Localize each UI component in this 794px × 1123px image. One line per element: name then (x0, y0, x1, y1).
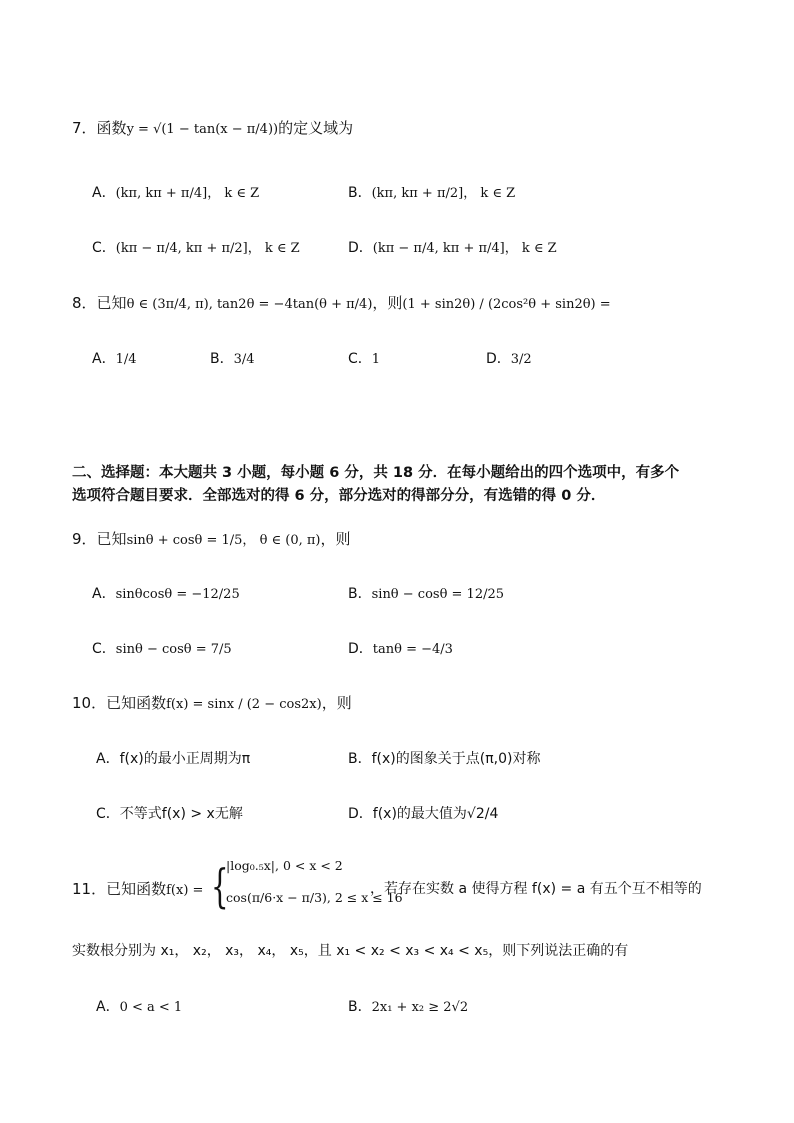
option-label: D． (486, 351, 511, 367)
option-formula: 2x₁ + x₂ ≥ 2√2 (371, 1000, 469, 1015)
question-number: 9． (72, 530, 97, 548)
q11-option-b (348, 996, 468, 1019)
option-label: B． (348, 751, 372, 767)
option-label: B． (348, 999, 372, 1015)
option-label: D． (348, 240, 373, 256)
option-label: B． (348, 586, 372, 602)
option-formula: (kπ, kπ + π/4] (115, 186, 208, 201)
option-label: B． (210, 351, 234, 367)
option-label: A． (92, 185, 116, 201)
question-9 (72, 528, 351, 552)
option-condition: ， k ∈ Z (463, 186, 516, 201)
piecewise-brace: { (211, 859, 229, 913)
question-number: 10． (72, 694, 107, 712)
section-heading-line-2: 选项符合题目要求．全部选对的得 6 分，部分选对的得部分分，有选错的得 0 分． (72, 488, 606, 504)
question-7 (72, 117, 353, 141)
option-text: 不等式f(x) > x无解 (119, 806, 243, 822)
option-formula: 3/2 (510, 352, 532, 367)
option-formula: tanθ = −4/3 (372, 642, 453, 657)
question-formula: f(x) = sinx / (2 − cos2x) (166, 697, 322, 712)
option-formula: (kπ − π/4, kπ + π/4] (372, 241, 505, 256)
question-text-mid: ，则 (372, 294, 403, 312)
q10-option-a (96, 748, 250, 770)
q10-option-b (348, 748, 540, 770)
q10-option-d (348, 803, 498, 825)
option-condition: ， k ∈ Z (504, 241, 557, 256)
question-text-tail: ，则 (321, 694, 352, 712)
option-condition: ， k ∈ Z (247, 241, 300, 256)
question-number: 8． (72, 294, 97, 312)
question-8 (72, 292, 611, 316)
q9-option-c (92, 638, 232, 661)
section-heading-line-1: 二、选择题：本大题共 3 小题，每小题 6 分，共 18 分．在每小题给出的四个选项中，有多个 (72, 465, 680, 481)
option-formula: (kπ, kπ + π/2] (371, 186, 464, 201)
option-formula: 1/4 (115, 352, 137, 367)
q8-option-d (486, 348, 532, 371)
q7-option-c (92, 237, 300, 260)
option-formula: sinθ − cosθ = 7/5 (115, 642, 232, 657)
question-text-tail: 的定义域为 (278, 119, 354, 137)
q7-option-a (92, 182, 259, 205)
option-label: D． (348, 806, 373, 822)
question-formula: y = √(1 − tan(x − π/4)) (126, 122, 279, 137)
q9-option-b (348, 583, 504, 606)
question-text: 函数 (96, 119, 127, 137)
formula-prefix: f(x) = (166, 883, 204, 898)
option-formula: sinθ − cosθ = 12/25 (371, 587, 505, 602)
q11-option-a (96, 996, 182, 1019)
q7-option-d (348, 237, 557, 260)
option-label: D． (348, 641, 373, 657)
question-text: 已知 (96, 530, 127, 548)
question-number: 7． (72, 119, 97, 137)
question-text: 已知函数 (106, 694, 167, 712)
q10-option-c (96, 803, 243, 825)
option-formula: 1 (371, 352, 381, 367)
option-label: A． (92, 351, 116, 367)
q8-option-c (348, 348, 380, 371)
q8-option-b (210, 348, 255, 371)
question-formula: θ ∈ (3π/4, π), tan2θ = −4tan(θ + π/4) (126, 297, 373, 312)
option-condition: ， k ∈ Z (207, 186, 260, 201)
question-10 (72, 692, 352, 716)
question-formula: sinθ + cosθ = 1/5， θ ∈ (0, π) (126, 533, 321, 548)
option-formula: 3/4 (233, 352, 255, 367)
q7-option-b (348, 182, 515, 205)
option-text: f(x)的图象关于点(π,0)对称 (371, 751, 541, 767)
question-number: 11． (72, 880, 107, 898)
q8-option-a (92, 348, 137, 371)
option-label: B． (348, 185, 372, 201)
option-label: A． (92, 586, 116, 602)
question-11-line-2: 实数根分别为 x₁， x₂， x₃， x₄， x₅，且 x₁ < x₂ < x₃ < x₄ < x₅，则下列说法正确的有 (72, 943, 629, 959)
question-formula-2: (1 + sin2θ) / (2cos²θ + sin2θ) = (402, 297, 611, 312)
question-text: 已知 (96, 294, 127, 312)
piecewise-case-1: |log₀.₅x|, 0 < x < 2 (226, 858, 343, 873)
piecewise-case-2: cos(π/6·x − π/3), 2 ≤ x ≤ 16 (226, 890, 403, 905)
option-label: A． (96, 999, 120, 1015)
option-label: C． (348, 351, 372, 367)
option-formula: 0 < a < 1 (119, 1000, 183, 1015)
option-text: f(x)的最大值为√2/4 (372, 806, 499, 822)
q9-option-a (92, 583, 240, 606)
question-text-tail: ，则 (320, 530, 351, 548)
option-label: C． (92, 240, 116, 256)
option-label: C． (92, 641, 116, 657)
option-formula: (kπ − π/4, kπ + π/2] (115, 241, 248, 256)
option-label: A． (96, 751, 120, 767)
question-text: 已知函数 (106, 880, 167, 898)
q9-option-d (348, 638, 453, 661)
question-11 (72, 878, 203, 902)
option-label: C． (96, 806, 120, 822)
option-text: f(x)的最小正周期为π (119, 751, 251, 767)
question-11-tail: ，若存在实数 a 使得方程 f(x) = a 有五个互不相等的 (370, 881, 702, 897)
option-formula: sinθcosθ = −12/25 (115, 587, 240, 602)
